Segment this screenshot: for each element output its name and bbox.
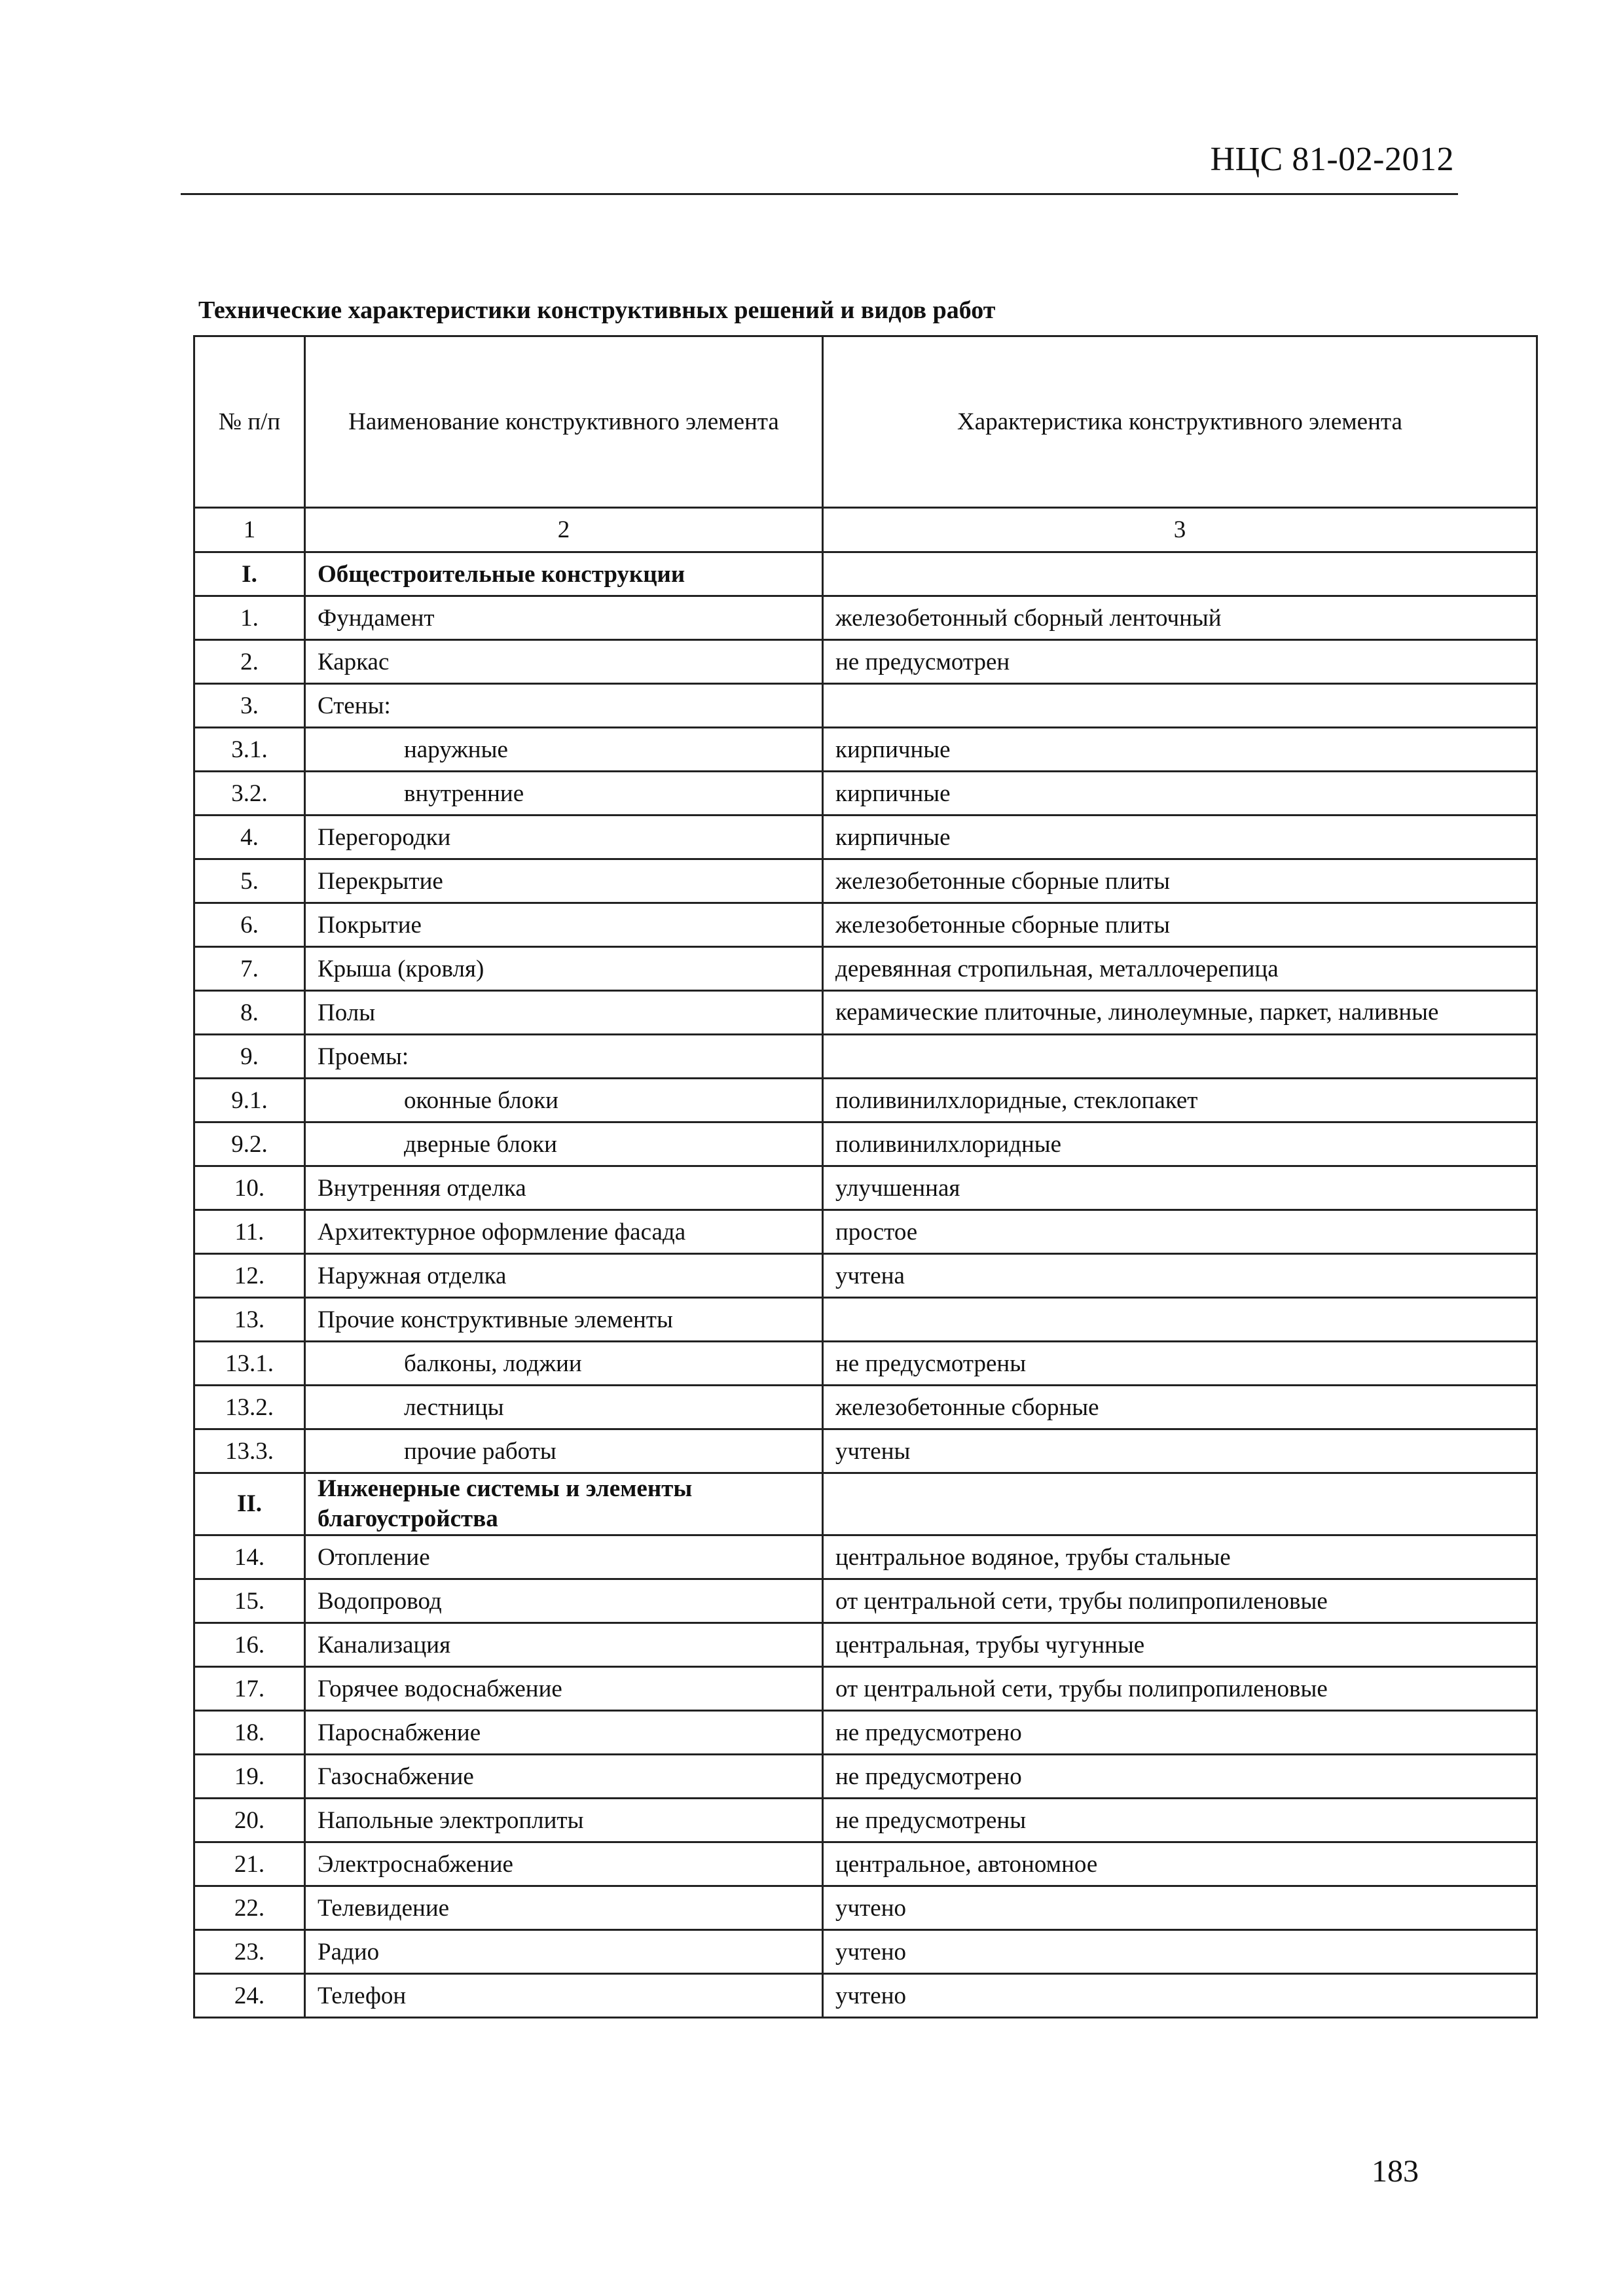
row-number: 3.2.: [194, 772, 305, 816]
header-divider: [181, 193, 1458, 195]
row-name: Крыша (кровля): [305, 947, 823, 991]
table-row: [194, 772, 1537, 816]
table-row: [194, 991, 1537, 1035]
section-row: [194, 1473, 1537, 1535]
row-number: 13.: [194, 1298, 305, 1342]
row-description: керамические плиточные, линолеумные, паркет, наливные: [823, 991, 1537, 1035]
table-row: [194, 947, 1537, 991]
row-name: внутренние: [305, 772, 823, 816]
row-description: не предусмотрены: [823, 1799, 1537, 1842]
row-number: I.: [194, 552, 305, 596]
row-name: Радио: [305, 1930, 823, 1974]
table-row: [194, 684, 1537, 728]
row-number: 5.: [194, 859, 305, 903]
row-description: учтены: [823, 1429, 1537, 1473]
row-description: железобетонные сборные: [823, 1386, 1537, 1429]
row-name: дверные блоки: [305, 1122, 823, 1166]
table-row: [194, 1667, 1537, 1711]
row-description: железобетонные сборные плиты: [823, 859, 1537, 903]
table-row: [194, 816, 1537, 859]
row-number: 1.: [194, 596, 305, 640]
table-row: [194, 1035, 1537, 1079]
row-number: 13.2.: [194, 1386, 305, 1429]
row-number: 18.: [194, 1711, 305, 1755]
table-row: [194, 1842, 1537, 1886]
row-description: кирпичные: [823, 728, 1537, 772]
row-name: Электроснабжение: [305, 1842, 823, 1886]
row-number: 24.: [194, 1974, 305, 2018]
row-description: улучшенная: [823, 1166, 1537, 1210]
column-index-3: 3: [823, 508, 1537, 552]
table-row: [194, 1386, 1537, 1429]
table-header-row: [194, 336, 1537, 508]
row-name: Перекрытие: [305, 859, 823, 903]
row-description: деревянная стропильная, металлочерепица: [823, 947, 1537, 991]
column-header-name: Наименование конструктивного элемента: [305, 336, 823, 508]
row-number: 14.: [194, 1535, 305, 1579]
row-description: учтено: [823, 1974, 1537, 2018]
row-name: Архитектурное оформление фасада: [305, 1210, 823, 1254]
row-description: центральная, трубы чугунные: [823, 1623, 1537, 1667]
table-row: [194, 1210, 1537, 1254]
row-description: не предусмотрены: [823, 1342, 1537, 1386]
row-number: 3.1.: [194, 728, 305, 772]
row-description: учтена: [823, 1254, 1537, 1298]
row-name: Внутренняя отделка: [305, 1166, 823, 1210]
table-row: [194, 1298, 1537, 1342]
table-row: [194, 1166, 1537, 1210]
row-name: Полы: [305, 991, 823, 1035]
row-number: 9.: [194, 1035, 305, 1079]
table-row: [194, 1122, 1537, 1166]
row-number: 11.: [194, 1210, 305, 1254]
table-row: [194, 1254, 1537, 1298]
row-name: Общестроительные конструкции: [305, 552, 823, 596]
section-row: [194, 552, 1537, 596]
row-description: не предусмотрен: [823, 640, 1537, 684]
row-number: 17.: [194, 1667, 305, 1711]
table-row: [194, 1342, 1537, 1386]
row-description: поливинилхлоридные: [823, 1122, 1537, 1166]
row-number: 15.: [194, 1579, 305, 1623]
row-number: 13.3.: [194, 1429, 305, 1473]
row-name: Водопровод: [305, 1579, 823, 1623]
row-description: железобетонные сборные плиты: [823, 903, 1537, 947]
row-name: балконы, лоджии: [305, 1342, 823, 1386]
table-row: [194, 1799, 1537, 1842]
row-description: кирпичные: [823, 772, 1537, 816]
document-code: НЦС 81-02-2012: [1210, 141, 1454, 178]
row-name: Канализация: [305, 1623, 823, 1667]
row-number: 19.: [194, 1755, 305, 1799]
row-description: простое: [823, 1210, 1537, 1254]
row-description: [823, 1298, 1537, 1342]
table-row: [194, 1579, 1537, 1623]
row-number: 20.: [194, 1799, 305, 1842]
table-row: [194, 596, 1537, 640]
row-name: оконные блоки: [305, 1079, 823, 1122]
row-name: Газоснабжение: [305, 1755, 823, 1799]
row-name: Наружная отделка: [305, 1254, 823, 1298]
column-index-2: 2: [305, 508, 823, 552]
row-number: 13.1.: [194, 1342, 305, 1386]
row-description: кирпичные: [823, 816, 1537, 859]
row-description: поливинилхлоридные, стеклопакет: [823, 1079, 1537, 1122]
table-row: [194, 1535, 1537, 1579]
row-number: 23.: [194, 1930, 305, 1974]
row-number: 21.: [194, 1842, 305, 1886]
row-description: центральное водяное, трубы стальные: [823, 1535, 1537, 1579]
row-number: 9.2.: [194, 1122, 305, 1166]
row-name: Напольные электроплиты: [305, 1799, 823, 1842]
row-number: 16.: [194, 1623, 305, 1667]
row-description: центральное, автономное: [823, 1842, 1537, 1886]
row-name: прочие работы: [305, 1429, 823, 1473]
table-row: [194, 903, 1537, 947]
table-row: [194, 859, 1537, 903]
row-name: Инженерные системы и элементы благоустройства: [305, 1473, 823, 1535]
row-description: учтено: [823, 1930, 1537, 1974]
page-number: 183: [1372, 2154, 1419, 2189]
row-number: 12.: [194, 1254, 305, 1298]
row-name: Пароснабжение: [305, 1711, 823, 1755]
row-description: [823, 684, 1537, 728]
row-number: 3.: [194, 684, 305, 728]
table-row: [194, 1755, 1537, 1799]
row-number: 8.: [194, 991, 305, 1035]
table-row: [194, 1886, 1537, 1930]
row-number: 22.: [194, 1886, 305, 1930]
table-row: [194, 1974, 1537, 2018]
column-header-number: № п/п: [194, 336, 305, 508]
row-name: Отопление: [305, 1535, 823, 1579]
table-row: [194, 640, 1537, 684]
row-name: Стены:: [305, 684, 823, 728]
row-number: 10.: [194, 1166, 305, 1210]
table-row: [194, 1429, 1537, 1473]
table-row: [194, 1079, 1537, 1122]
row-description: от центральной сети, трубы полипропиленовые: [823, 1579, 1537, 1623]
row-description: от центральной сети, трубы полипропиленовые: [823, 1667, 1537, 1711]
row-description: [823, 1035, 1537, 1079]
row-name: Горячее водоснабжение: [305, 1667, 823, 1711]
row-name: наружные: [305, 728, 823, 772]
row-name: Телефон: [305, 1974, 823, 2018]
row-number: 7.: [194, 947, 305, 991]
row-description: [823, 1473, 1537, 1535]
table-row: [194, 728, 1537, 772]
row-name: Перегородки: [305, 816, 823, 859]
row-number: 6.: [194, 903, 305, 947]
table-row: [194, 1930, 1537, 1974]
row-description: [823, 552, 1537, 596]
row-description: железобетонный сборный ленточный: [823, 596, 1537, 640]
row-number: 4.: [194, 816, 305, 859]
row-description: учтено: [823, 1886, 1537, 1930]
column-header-description: Характеристика конструктивного элемента: [823, 336, 1537, 508]
row-name: Прочие конструктивные элементы: [305, 1298, 823, 1342]
row-description: не предусмотрено: [823, 1711, 1537, 1755]
row-name: Покрытие: [305, 903, 823, 947]
row-description: не предусмотрено: [823, 1755, 1537, 1799]
table-row: [194, 1711, 1537, 1755]
table-row: [194, 1623, 1537, 1667]
row-name: лестницы: [305, 1386, 823, 1429]
specifications-table: [193, 335, 1538, 2018]
row-number: 9.1.: [194, 1079, 305, 1122]
column-index-1: 1: [194, 508, 305, 552]
row-name: Фундамент: [305, 596, 823, 640]
row-number: II.: [194, 1473, 305, 1535]
column-index-row: [194, 508, 1537, 552]
row-name: Проемы:: [305, 1035, 823, 1079]
row-name: Телевидение: [305, 1886, 823, 1930]
row-name: Каркас: [305, 640, 823, 684]
table-title: Технические характеристики конструктивных решений и видов работ: [198, 296, 996, 324]
row-number: 2.: [194, 640, 305, 684]
